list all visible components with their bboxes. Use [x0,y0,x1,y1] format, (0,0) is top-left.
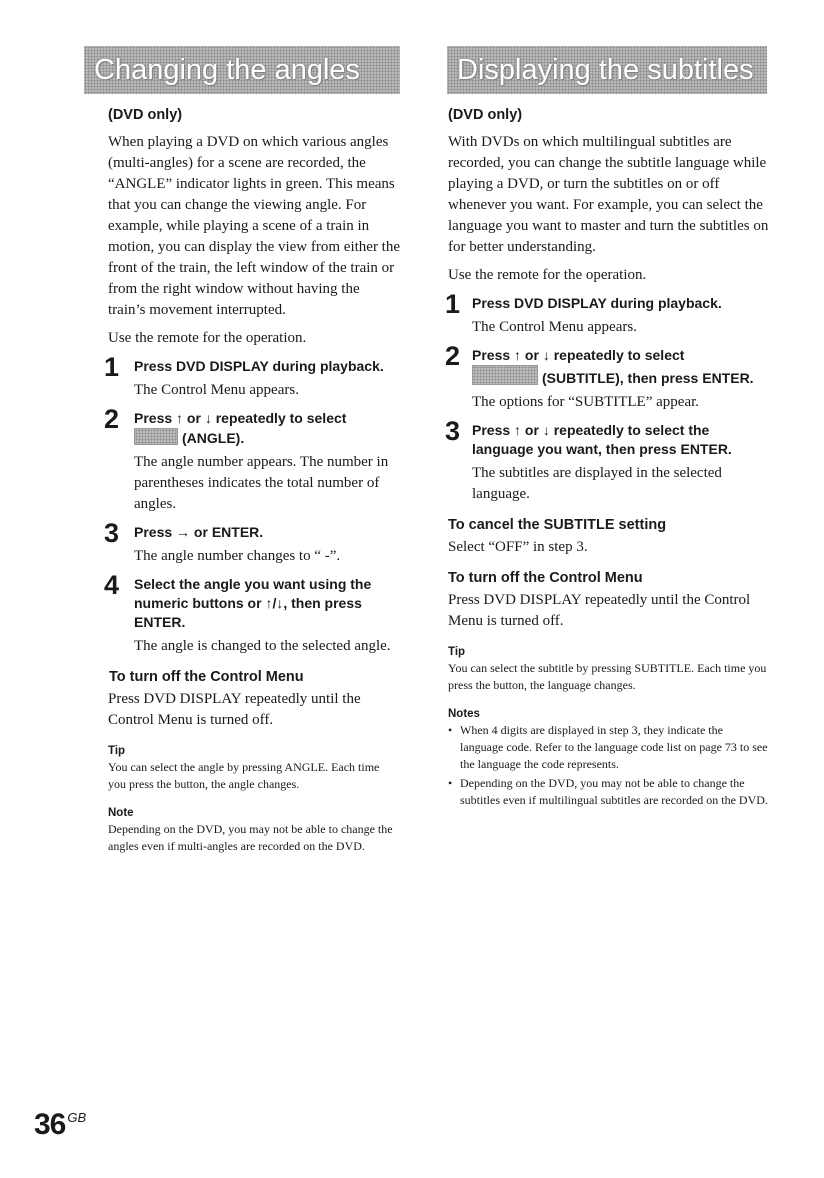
section-title-displaying-subtitles: Displaying the subtitles [447,46,767,94]
right-section [447,46,769,811]
step-body: The subtitles are displayed in the selected language. [472,465,722,502]
step-number: 2 [104,404,120,434]
tip-body: You can select the angle by pressing ANGLE. Each time you press the button, the angle changes. [108,760,380,791]
turn-off-heading: To turn off the Control Menu [109,669,304,685]
step-heading: Press DVD DISPLAY during playback. [472,295,722,311]
step-body: The angle number changes to “ -”. [134,548,341,564]
note-label: Note [108,807,134,819]
note-body: Depending on the DVD, you may not be able to change the angles even if multi-angles are recorded on the DVD. [108,822,393,853]
step-1 [445,289,769,338]
step-heading [134,409,400,448]
step-number: 1 [445,289,461,319]
angle-menu-icon [134,428,178,445]
cancel-subtitle-heading: To cancel the SUBTITLE setting [448,517,667,533]
step-body: The Control Menu appears. [134,382,299,398]
intro-paragraph: With DVDs on which multilingual subtitles are recorded, you can change the subtitle language while playing a DVD, or turn the subtitles on or off whenever you want. For example, you can select the language you want to master and turn the subtitles on for better understanding. [448,134,769,255]
step-body: The angle number appears. The number in parentheses indicates the total number of angles. [134,454,389,512]
step-2 [445,341,769,413]
left-section [78,46,400,859]
page-number-value: 36 [34,1108,66,1141]
cancel-subtitle-body: Select “OFF” in step 3. [448,539,588,555]
step-heading-text: (ANGLE). [182,430,245,446]
step-number: 1 [104,352,120,382]
page-number [34,1108,86,1142]
intro-paragraph: When playing a DVD on which various angles (multi-angles) for a scene are recorded, the “ANGLE” indicator lights in green. This means that you can change the viewing angle. For example, while playing a scene of a train in motion, you can display the view from either the front of the train, the left window of the train or from the right window without having the train’s movement interrupted. [108,134,401,318]
step-2 [78,404,400,515]
step-number: 3 [445,416,461,446]
step-3 [78,518,400,567]
step-number: 4 [104,570,120,600]
section-title-changing-angles: Changing the angles [84,46,400,94]
step-1 [78,352,400,401]
step-body: The angle is changed to the selected angle. [134,638,391,654]
tip-label: Tip [448,646,466,658]
turn-off-body: Press DVD DISPLAY repeatedly until the Control Menu is turned off. [108,691,361,728]
page-number-suffix: GB [67,1110,87,1125]
step-heading [472,346,769,388]
step-number: 2 [445,341,461,371]
notes-list [447,722,769,809]
remote-note: Use the remote for the operation. [108,330,307,346]
section-subtitle: (DVD only) [448,107,523,123]
step-number: 3 [104,518,120,548]
list-item: • When 4 digits are displayed in step 3, they indicate the language code. Refer to the language code list on page 73 to see the language the code represents. [448,722,769,773]
section-subtitle: (DVD only) [108,107,183,123]
turn-off-body: Press DVD DISPLAY repeatedly until the Control Menu is turned off. [448,592,751,629]
step-body: The Control Menu appears. [472,319,637,335]
step-heading: Select the angle you want using the numeric buttons or ↑/↓, then press ENTER. [134,576,372,630]
step-4 [78,570,400,657]
step-heading-text: Press ↑ or ↓ repeatedly to select [134,410,347,426]
step-3 [445,416,769,505]
notes-label: Notes [448,708,480,720]
step-heading: Press ↑ or ↓ repeatedly to select the language you want, then press ENTER. [472,422,732,457]
tip-body: You can select the subtitle by pressing SUBTITLE. Each time you press the button, the language changes. [448,661,767,692]
step-heading-text: Press ↑ or ↓ repeatedly to select [472,347,685,363]
step-heading: Press → or ENTER. [134,524,264,540]
list-item: • Depending on the DVD, you may not be able to change the subtitles even if multilingual subtitles are recorded on the DVD. [448,775,769,809]
step-body: The options for “SUBTITLE” appear. [472,394,700,410]
remote-note: Use the remote for the operation. [448,267,647,283]
tip-label: Tip [108,745,126,757]
turn-off-heading: To turn off the Control Menu [448,570,643,586]
step-heading: Press DVD DISPLAY during playback. [134,358,384,374]
subtitle-menu-icon [472,365,538,385]
step-heading-text: (SUBTITLE), then press ENTER. [542,370,754,386]
